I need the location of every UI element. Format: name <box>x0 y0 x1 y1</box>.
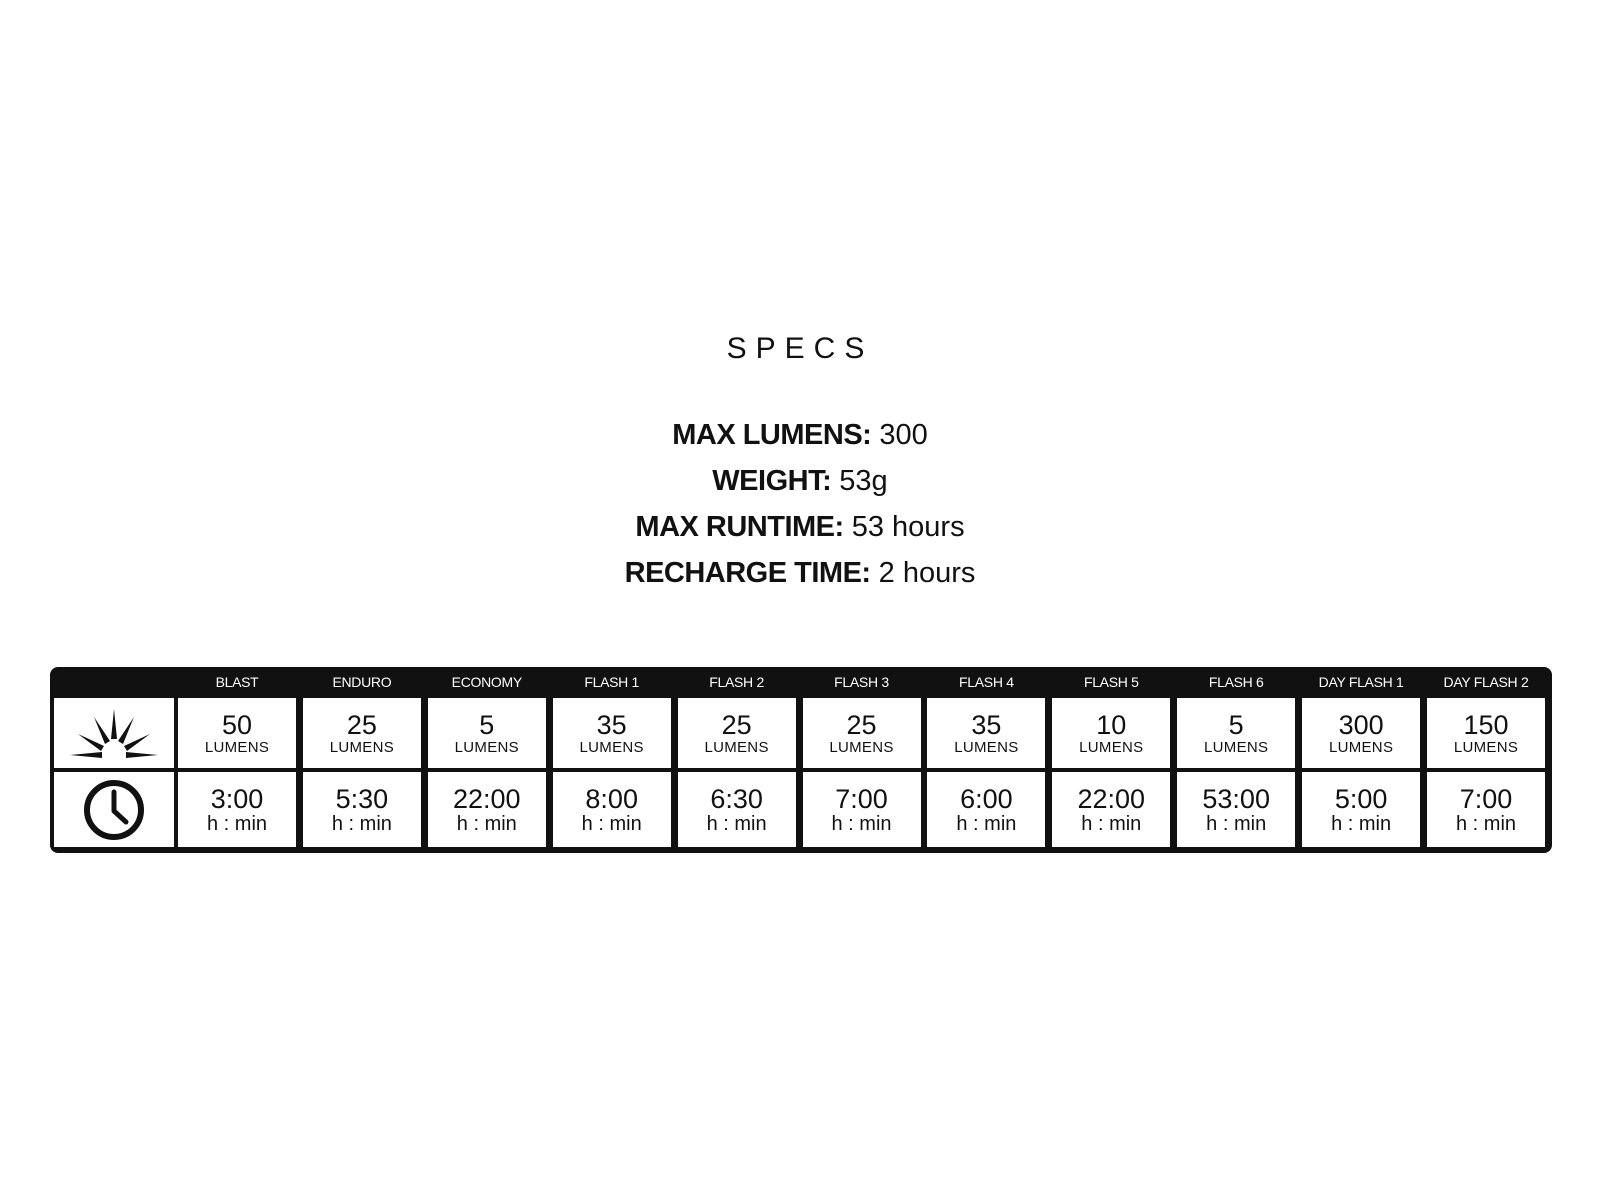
runtime-value: 5:30 <box>335 784 389 814</box>
mode-header: FLASH 6 <box>1208 674 1264 690</box>
lumens-unit: LUMENS <box>1453 739 1519 756</box>
page-title: SPECS <box>726 332 874 365</box>
runtime-value: 22:00 <box>453 784 521 814</box>
mode-header: DAY FLASH 2 <box>1443 674 1529 690</box>
runtime-cell <box>428 772 546 847</box>
lumens-cell <box>428 698 546 768</box>
runtime-cell <box>927 772 1045 847</box>
lumens-value: 300 <box>1338 710 1384 740</box>
lumens-unit: LUMENS <box>1204 739 1269 756</box>
runtime-cell <box>803 772 921 847</box>
mode-header: FLASH 3 <box>834 674 889 690</box>
runtime-unit: h : min <box>206 813 268 835</box>
mode-header: FLASH 5 <box>1083 674 1139 690</box>
runtime-cell <box>1302 772 1420 847</box>
runtime-unit: h : min <box>1455 813 1517 835</box>
runtime-value: 8:00 <box>585 784 638 814</box>
mode-header: ENDURO <box>332 674 392 690</box>
runtime-unit: h : min <box>1206 813 1267 835</box>
spec-value: 2 hours <box>878 557 976 589</box>
lumens-unit: LUMENS <box>454 739 519 756</box>
runtime-unit: h : min <box>331 813 392 835</box>
lumens-value: 25 <box>346 710 377 740</box>
mode-header: ECONOMY <box>451 674 522 690</box>
spec-label: WEIGHT: <box>712 465 832 497</box>
runtime-unit: h : min <box>1331 813 1392 835</box>
lumens-unit: LUMENS <box>829 739 894 756</box>
lumens-value: 35 <box>596 710 627 740</box>
lumens-value: 25 <box>846 710 877 740</box>
lumens-unit: LUMENS <box>329 739 395 756</box>
runtime-cell <box>178 772 296 847</box>
runtime-cell <box>1177 772 1295 847</box>
lumens-cell <box>553 698 671 768</box>
lumens-cell <box>1052 698 1170 768</box>
spec-max-runtime <box>0 504 1600 550</box>
spec-value: 53g <box>839 465 888 497</box>
sun-rays-icon <box>68 703 160 763</box>
lumens-cell <box>803 698 921 768</box>
runtime-unit: h : min <box>1081 813 1142 835</box>
spec-label: MAX RUNTIME: <box>635 511 844 543</box>
runtime-value: 53:00 <box>1202 784 1270 814</box>
runtime-unit: h : min <box>706 813 767 835</box>
spec-label: RECHARGE TIME: <box>624 557 871 589</box>
lumens-value: 5 <box>479 710 495 740</box>
lumens-unit: LUMENS <box>204 739 270 756</box>
modes-table <box>50 667 1552 853</box>
spec-label: MAX LUMENS: <box>672 419 872 451</box>
lumens-value: 150 <box>1463 710 1509 740</box>
lumens-unit: LUMENS <box>704 739 769 756</box>
runtime-value: 7:00 <box>835 784 888 814</box>
runtime-unit: h : min <box>831 813 892 835</box>
lumens-value: 50 <box>221 710 253 740</box>
lumens-value: 35 <box>971 710 1002 740</box>
specs-list <box>0 412 1600 596</box>
spec-value: 53 hours <box>851 511 965 543</box>
mode-header: BLAST <box>215 674 259 690</box>
lumens-unit: LUMENS <box>579 739 644 756</box>
mode-header: FLASH 1 <box>584 674 640 690</box>
runtime-unit: h : min <box>581 813 642 835</box>
mode-header: FLASH 4 <box>959 674 1014 690</box>
mode-header: DAY FLASH 1 <box>1318 674 1404 690</box>
lumens-cell <box>678 698 796 768</box>
lumens-unit: LUMENS <box>1328 739 1394 756</box>
runtime-unit: h : min <box>456 813 517 835</box>
spec-weight <box>0 458 1600 504</box>
lumens-cell <box>927 698 1045 768</box>
spec-max-lumens <box>0 412 1600 458</box>
lumens-cell <box>1177 698 1295 768</box>
lumens-value: 10 <box>1096 710 1127 740</box>
runtime-cell <box>303 772 421 847</box>
runtime-value: 22:00 <box>1077 784 1146 814</box>
brightness-row-header <box>54 698 174 768</box>
runtime-cell <box>1052 772 1170 847</box>
runtime-cell <box>1427 772 1545 847</box>
runtime-cell <box>553 772 671 847</box>
lumens-cell <box>1302 698 1420 768</box>
lumens-cell <box>178 698 296 768</box>
lumens-cell <box>303 698 421 768</box>
spec-value: 300 <box>879 419 928 451</box>
runtime-value: 5:00 <box>1334 784 1388 814</box>
spec-recharge-time <box>0 550 1600 596</box>
runtime-value: 3:00 <box>210 784 264 814</box>
runtime-cell <box>678 772 796 847</box>
runtime-value: 6:00 <box>960 784 1013 814</box>
clock-icon <box>82 778 146 842</box>
mode-header: FLASH 2 <box>709 674 764 690</box>
lumens-unit: LUMENS <box>1079 739 1144 756</box>
runtime-unit: h : min <box>956 813 1017 835</box>
runtime-value: 7:00 <box>1459 784 1513 814</box>
lumens-value: 5 <box>1228 710 1244 740</box>
lumens-unit: LUMENS <box>954 739 1019 756</box>
runtime-value: 6:30 <box>710 784 763 814</box>
lumens-cell <box>1427 698 1545 768</box>
lumens-value: 25 <box>721 710 752 740</box>
runtime-row-header <box>54 772 174 847</box>
